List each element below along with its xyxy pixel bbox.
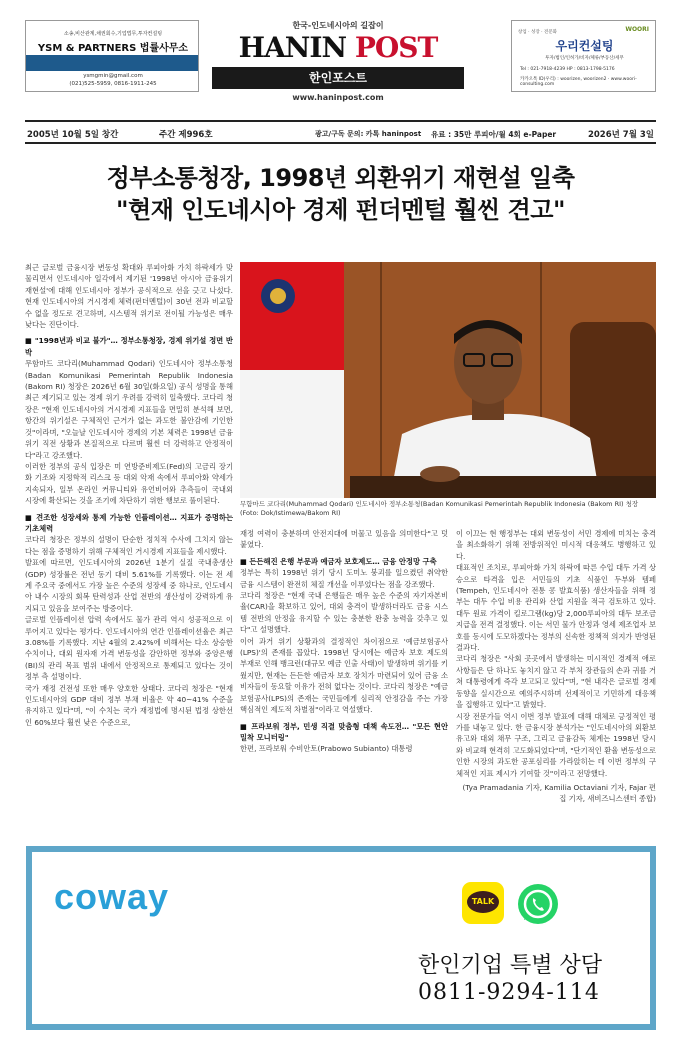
article-column-1: [25, 262, 233, 742]
consultation-phone[interactable]: 0811-9294-114: [418, 980, 600, 1005]
article-paragraph: 글로벌 인플레이션 압력 속에서도 물가 관리 역시 성공적으로 이루어지고 있다는 평가다. 인도네시아의 연간 인플레이션율은 최근 3.08%를 기록했다. 지난 4월의 2.42%에 비해서는 다소 상승한 수치이나, 대외 원자재 가격 변동성을 감안하면 정부와 중앙은행(BI)의 관리 목표 범위 내에서 안정적으로 통제되고 있다는 것이 정부 측 설명이다.: [25, 615, 233, 682]
consulting-web: 카카오톡 ID(우리) : woorizen, woorizen2 · www.woori-consulting.com: [520, 77, 637, 87]
special-consultation-text: 한인기업 특별 상담: [418, 953, 603, 978]
consulting-ad[interactable]: [511, 20, 656, 92]
article-headline: [25, 162, 656, 226]
masthead-area: [25, 20, 656, 116]
article-paragraph: 발표에 따르면, 인도네시아의 2026년 1분기 실질 국내총생산(GDP) 성장률은 전년 동기 대비 5.61%를 기록했다. 이는 전 세계 주요국 중에서도 가장 높은 수준의 성장세 중 하나로, 인도네시아 내수 시장의 회복 탄력성과 산업 전반의 생산성이 강력하게 유지되고 있음을 보여주는 방증이다.: [25, 558, 233, 613]
article-column-2: [240, 528, 448, 846]
headline-line-2: "현재 인도네시아 경제 펀더멘털 훨씬 견고": [116, 196, 565, 224]
masthead-tagline: 한국-인도네시아의 길잡이: [292, 21, 384, 30]
founded-date: 2005년 10월 5일 창간: [27, 130, 119, 140]
article-paragraph: 코다리 청장은 정부의 설명이 단순한 정치적 수사에 그치지 않는다는 점을 증명하기 위해 구체적인 거시경제 지표들을 제시했다.: [25, 535, 233, 556]
article-paragraph: 재정 여력이 충분하며 안전지대에 머물고 있음을 의미한다"고 덧붙였다.: [240, 529, 448, 550]
subscription-contact: 광고/구독 문의: 카톡 haninpost: [315, 130, 422, 138]
issue-date: 2026년 7월 3일: [587, 130, 654, 140]
logo-post: POST: [354, 31, 438, 64]
consulting-brand: WOORI: [625, 26, 649, 33]
whatsapp-icon[interactable]: [516, 882, 560, 926]
subheading-2: ■ 견조한 성장세와 통제 가능한 인플레이션… 지표가 증명하는 기초체력: [25, 512, 233, 533]
article-paragraph: 무함마드 코다리(Muhammad Qodari) 인도네시아 정부소통청(Badan Komunikasi Pemerintah Republik Indonesia (Bakom RI) 청장은 2026년 6월 30일(화요일) 공식 성명을 통해 최근 제기되고 있는 경제 위기 우려를 강력히 일축했다. 코다리 청장은 "현재 인도네시아의 거시경제 지표들을 면밀히 분석해 보면, 항간의 위기설은 구체적인 근거가 없는 과도한 불안감에 기인한 것"이라며, "오늘날 인도네시아 경제의 기본 체력은 1998년 금융위기 직전 상황과 본질적으로 다르며 훨씬 더 강력하고 안정적이다"라고 강조했다.: [25, 359, 233, 460]
consulting-name: 우리컨설팅: [555, 39, 614, 53]
newspaper-masthead: [212, 20, 464, 116]
article-paragraph: 국가 재정 건전성 또한 매우 양호한 상태다. 코다리 청장은 "현재 인도네시아의 GDP 대비 정부 부채 비율은 약 40~41% 수준을 유지하고 있다"며, "이 수치는 국가 재정법에 명시된 법정 상한선인 60%보다 훨씬 낮은 수준으로,: [25, 683, 233, 727]
photo-caption: 무함마드 코다리(Muhammad Qodari) 인도네시아 정부소통청(Badan Komunikasi Pemerintah Republik Indonesia (Bakom RI) 청장 (Foto: Dok/Istimewa/Bakom RI): [240, 500, 639, 517]
law-firm-ad[interactable]: [25, 20, 199, 92]
law-firm-services: 소송,비산관계,채권회수,기업법무,투자컨설팅: [63, 31, 163, 37]
distribution-info: 유료 : 35만 루피아/월 4회 e-Paper: [431, 130, 557, 139]
article-paragraph: 이러한 정부의 공식 입장은 미 연방준비제도(Fed)의 고금리 장기화 기조와 지정학적 리스크 등 대외 악재 속에서 루피아화 약세가 지속되자, 일부 온라인 커뮤니티와 유언비어와 추측들이 국내외 시장에 확산되는 것을 조기에 차단하기 위한 행보로 풀이된다.: [25, 461, 233, 506]
article-credit: (Tya Pramadania 기자, Kamilia Octaviani 기자, Fajar 편집 기자, 새비즈니스센터 종합): [462, 782, 656, 804]
article-paragraph: 코다리 청장은 "현재 국내 은행들은 매우 높은 수준의 자기자본비율(CAR)을 확보하고 있어, 대외 충격이 발생하더라도 금융 시스템 전반의 안정을 유지할 수 있는 충분한 완충 능력을 갖추고 있다"고 설명했다.: [240, 591, 448, 635]
logo-hanin: HANIN: [238, 31, 347, 64]
kakao-talk-label: TALK: [467, 891, 499, 913]
article-intro: 최근 글로벌 금융시장 변동성 확대와 루피아화 가치 하락세가 맞물리면서 인도네시아 일각에서 제기된 '1998년 아시아 금융위기 재현설'에 대해 인도네시아 정부가 공식적으로 선을 긋고 나섰다. 현재 인도네시아의 거시경제 체력(펀더멘털)이 30년 전과 비교할 수 없을 정도로 견고하며, 시스템적 위기로 전이될 가능성은 매우 낮다는 진단이다.: [25, 263, 233, 330]
article-paragraph: 시장 전문가들 역시 이번 정부 발표에 대해 대체로 긍정적인 평가를 내놓고 있다. 한 금융시장 분석가는 "인도네시아의 외환보유고와 대외 채무 구조, 그리고 금융감독 체계는 1998년 당시와 비교해 현격히 고도화되었다"며, "단기적인 환율 변동성으로 인한 시장의 과도한 공포심리를 가라앉히는 데 이번 정부의 구체적인 지표 제시가 기여할 것"이라고 전망했다.: [456, 711, 656, 778]
article-photo[interactable]: [240, 262, 656, 498]
law-firm-email: ysmgmin@gmail.com: [83, 73, 143, 79]
article-paragraph: 정부는 특히 1998년 위기 당시 도미노 붕괴를 일으켰던 취약한 금융 시스템이 완전히 체질 개선을 이루었다는 점을 강조했다.: [240, 568, 448, 589]
subheading-4: ■ 프라보워 정부, 민생 직결 맞춤형 대책 속도전… "모든 현안 밀착 모니터링": [240, 721, 448, 742]
issue-number: 주간 제996호: [159, 130, 213, 140]
coway-logo: coway: [54, 876, 170, 917]
consulting-slogan: 창업 · 성장 · 전문화: [518, 30, 558, 35]
law-firm-name: YSM & PARTNERS 법률사무소: [37, 43, 189, 54]
article-paragraph: 이어 과거 위기 상황과의 결정적인 차이점으로 '예금보험공사(LPS)'의 존재를 꼽았다. 1998년 당시에는 예금자 보호 제도의 부재로 인해 뱅크런(대규모 예금 인출 사태)이 발생하며 위기를 키웠지만, 현재는 든든한 예금자 보호 장치가 마련되어 있어 금융 소비자들이 동요할 이유가 전혀 없다는 것이다. 코다리 청장은 "예금보험공사(LPS)의 존재는 국민들에게 심리적 안정감을 주는 가장 핵심적인 제도적 차별점"이라고 역설했다.: [240, 636, 448, 715]
subheading-3: ■ 든든해진 은행 부문과 예금자 보호제도… 금융 안정망 구축: [240, 556, 437, 566]
article-paragraph: 코다리 청장은 "사회 곳곳에서 발생하는 미시적인 경제적 애로사항들은 단 하나도 놓치지 않고 각 부처 장관들의 손과 귀를 거쳐 대통령에게 즉각 보고되고 있다"며, "현 내각은 글로벌 경제 동향을 실시간으로 예의주시하며 선제적이고 기민하게 대응책을 집행하고 있다"고 밝혔다.: [456, 654, 656, 710]
coway-ad[interactable]: [26, 846, 656, 1030]
official-portrait-illustration: [240, 262, 656, 498]
dateline-bar: [25, 120, 656, 144]
article-paragraph: 한편, 프라보워 수비안토(Prabowo Subianto) 대통령: [240, 744, 413, 754]
newspaper-logo[interactable]: [212, 33, 464, 63]
kakaotalk-icon[interactable]: [462, 882, 504, 924]
law-firm-phone: (021)525-5959, 0816-1911-245: [69, 81, 157, 87]
headline-line-1: 정부소통청장, 1998년 외환위기 재현설 일축: [106, 164, 575, 192]
law-firm-band: [26, 55, 198, 71]
consulting-tel: Tel : 021-7918-4239 HP : 0813-1798-5176: [520, 67, 615, 72]
article-paragraph: 대표적인 조치로, 루피아화 가치 하락에 따른 수입 대두 가격 상승으로 타격을 입은 서민들의 기초 식품인 두부와 템페(Tempeh, 인도네시아 전통 콩 발효식품) 생산자들을 위해 정부는 대두 수입 비용 관리와 산업 지원을 적극 검토하고 있다. 대두 원료 가격이 킬로그램(kg)당 2,000루피아의 대두 보조금 지급을 전격 결정했다. 이는 서민 물가 안정과 영세 제조업자 보호를 동시에 도모하겠다는 정부의 신속한 정책적 의지가 반영된 결과다.: [456, 563, 656, 653]
consulting-services: 투자/법인/인허가/비자/체류/부동산/세무: [545, 56, 624, 61]
article-column-3: [456, 528, 656, 846]
korean-name-bar: 한인포스트: [212, 67, 464, 89]
website-link[interactable]: www.haninpost.com: [292, 93, 384, 102]
article-paragraph: 이 이끄는 현 행정부는 대외 변동성이 서민 경제에 미치는 충격을 최소화하기 위해 전방위적인 미시적 대응책도 병행하고 있다.: [456, 529, 656, 561]
subheading-1: ■ "1998년과 비교 불가"… 정부소통청장, 경제 위기설 정면 반박: [25, 336, 233, 357]
